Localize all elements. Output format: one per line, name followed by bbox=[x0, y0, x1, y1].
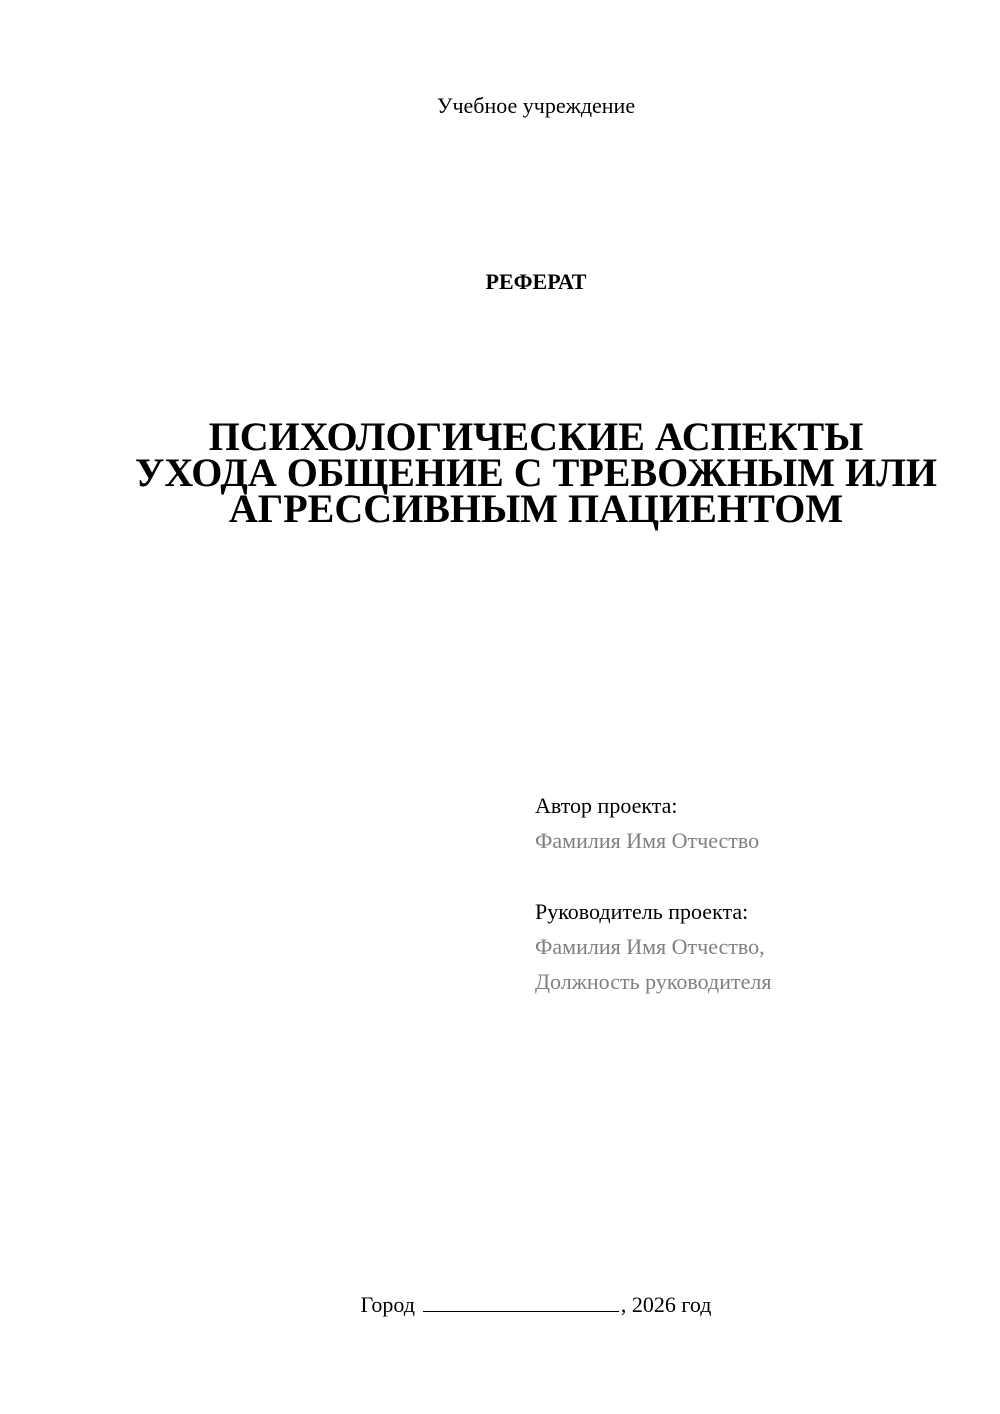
author-name: Фамилия Имя Отчество bbox=[535, 828, 760, 853]
supervisor-label: Руководитель проекта: bbox=[535, 899, 749, 924]
city-blank-underline bbox=[423, 1293, 619, 1312]
title-line: УХОДА ОБЩЕНИЕ С ТРЕВОЖНЫМ ИЛИ bbox=[134, 450, 937, 495]
author-label: Автор проекта: bbox=[535, 793, 678, 818]
title-line: АГРЕССИВНЫМ ПАЦИЕНТОМ bbox=[228, 486, 844, 531]
city-label: Город bbox=[360, 1292, 415, 1317]
institution-name: Учебное учреждение bbox=[436, 93, 636, 118]
city-year-line bbox=[0, 1290, 1000, 1320]
title-line: ПСИХОЛОГИЧЕСКИЕ АСПЕКТЫ bbox=[208, 414, 864, 459]
supervisor-name: Фамилия Имя Отчество, bbox=[535, 934, 765, 959]
credits-spacer bbox=[535, 858, 955, 894]
supervisor-position: Должность руководителя bbox=[535, 969, 772, 994]
document-title bbox=[120, 414, 952, 531]
document-type: РЕФЕРАТ bbox=[485, 269, 587, 294]
project-credits bbox=[535, 788, 955, 999]
year-text: , 2026 год bbox=[620, 1292, 712, 1317]
